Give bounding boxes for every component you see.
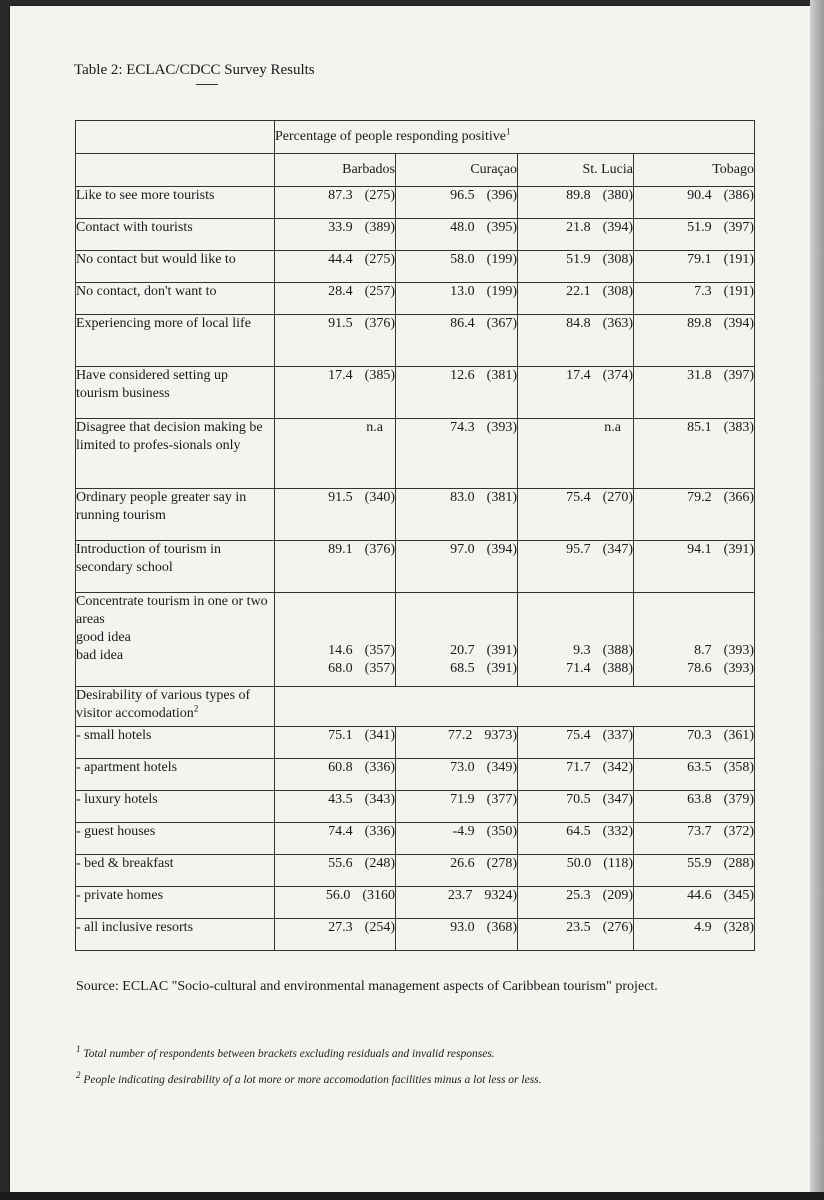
value-cell: [275, 367, 396, 419]
row-label: Disagree that decision making be limited to profes-sionals only: [76, 419, 275, 489]
value-cell: [396, 315, 518, 367]
percent-value: 44.4: [328, 252, 353, 267]
table-row-concentrate: [76, 593, 755, 687]
concentrate-label: Concentrate tourism in one or two areas: [76, 594, 268, 627]
respondent-count: (357): [364, 643, 395, 658]
value-cell: [634, 489, 755, 541]
row-label: Have considered setting up tourism business: [76, 367, 275, 419]
value-cell: [396, 823, 518, 855]
value-cell: [634, 727, 755, 759]
respondent-count: (376): [364, 316, 395, 331]
percent-value: 51.9: [566, 252, 591, 267]
scan-edge-right: [810, 0, 824, 1200]
value-cell: [518, 251, 634, 283]
respondent-count: (388): [602, 661, 633, 676]
value-cell: [275, 219, 396, 251]
value-cell: [275, 419, 396, 489]
percent-value: 55.9: [687, 856, 712, 871]
value-cell: [634, 315, 755, 367]
percent-value: 26.6: [450, 856, 475, 871]
row-label: No contact, don't want to: [76, 283, 275, 315]
respondent-count: (199): [486, 252, 517, 267]
header-group-label: Percentage of people responding positive$^1$: [275, 121, 755, 154]
respondent-count: (394): [486, 542, 517, 557]
respondent-count: (347): [602, 792, 633, 807]
respondent-count: (257): [364, 284, 395, 299]
percent-value: 17.4: [328, 368, 353, 383]
respondent-count: (374): [602, 368, 633, 383]
percent-value: 23.7: [447, 888, 473, 903]
table-row: [76, 419, 755, 489]
value-cell: [518, 791, 634, 823]
value-cell: [634, 219, 755, 251]
percent-value: 71.9: [450, 792, 475, 807]
respondent-count: (278): [486, 856, 517, 871]
percent-value: 79.1: [687, 252, 712, 267]
value-cell: [634, 541, 755, 593]
percent-value: 83.0: [450, 490, 475, 505]
respondent-count: (397): [723, 220, 754, 235]
value-cell: [396, 187, 518, 219]
percent-value: n.a: [604, 420, 621, 435]
value-cell: [275, 919, 396, 951]
respondent-count: (385): [364, 368, 395, 383]
percent-value: 97.0: [450, 542, 475, 557]
percent-value: 20.7: [450, 643, 475, 658]
value-cell: [518, 489, 634, 541]
percent-value: -4.9: [452, 824, 475, 839]
value-cell: [275, 791, 396, 823]
table-row: [76, 367, 755, 419]
table-row: [76, 919, 755, 951]
header-empty-cell: [76, 121, 275, 154]
value-cell: [518, 887, 634, 919]
respondent-count: (388): [602, 643, 633, 658]
table-row: [76, 887, 755, 919]
respondent-count: (381): [486, 368, 517, 383]
value-cell: [396, 727, 518, 759]
percent-value: 74.4: [328, 824, 353, 839]
value-cell: [275, 855, 396, 887]
survey-table: [75, 120, 755, 951]
table-row: [76, 489, 755, 541]
respondent-count: (336): [364, 760, 395, 775]
percent-value: 91.5: [328, 490, 353, 505]
percent-value: 7.3: [694, 284, 712, 299]
percent-value: 63.5: [687, 760, 712, 775]
percent-value: 9.3: [573, 643, 591, 658]
percent-value: 48.0: [450, 220, 475, 235]
table-row: [76, 187, 755, 219]
value-cell: [396, 489, 518, 541]
value-cell: [275, 727, 396, 759]
row-label: [76, 593, 275, 687]
respondent-count: (395): [486, 220, 517, 235]
respondent-count: (248): [364, 856, 395, 871]
respondent-count: (393): [486, 420, 517, 435]
percent-value: 28.4: [328, 284, 353, 299]
respondent-count: (308): [602, 252, 633, 267]
column-header-tobago: Tobago: [634, 154, 755, 187]
sub-label-bad: bad idea: [76, 648, 124, 663]
respondent-count: (397): [723, 368, 754, 383]
respondent-count: (209): [602, 888, 633, 903]
respondent-count: (389): [364, 220, 395, 235]
value-cell: [275, 593, 396, 687]
respondent-count: (349): [486, 760, 517, 775]
row-label: Ordinary people greater say in running tourism: [76, 489, 275, 541]
value-cell: [518, 727, 634, 759]
row-label: - apartment hotels: [76, 759, 275, 791]
respondent-count: (363): [602, 316, 633, 331]
table-row: [76, 541, 755, 593]
respondent-count: (276): [602, 920, 633, 935]
respondent-count: (376): [364, 542, 395, 557]
value-cell: [518, 283, 634, 315]
value-cell: [396, 593, 518, 687]
percent-value: 73.7: [687, 824, 712, 839]
value-cell: [275, 187, 396, 219]
value-cell: [396, 367, 518, 419]
value-cell: [396, 791, 518, 823]
respondent-count: 9373): [484, 728, 517, 743]
respondent-count: (342): [602, 760, 633, 775]
footnote-2: $^2$ People indicating desirability of a lot more or more accomodation facilities minus a lot less or less.: [76, 1070, 542, 1086]
value-cell: [634, 187, 755, 219]
percent-value: 23.5: [566, 920, 591, 935]
respondent-count: (391): [486, 643, 517, 658]
value-cell: [518, 419, 634, 489]
table-title: Table 2: ECLAC/CDCC Survey Results: [74, 62, 315, 78]
value-cell: [275, 489, 396, 541]
percent-value: 84.8: [566, 316, 591, 331]
row-label: - all inclusive resorts: [76, 919, 275, 951]
empty-merged-cell: [275, 687, 755, 727]
value-cell: [275, 315, 396, 367]
respondent-count: (332): [602, 824, 633, 839]
percent-value: 70.3: [687, 728, 712, 743]
respondent-count: (377): [486, 792, 517, 807]
percent-value: 89.8: [687, 316, 712, 331]
column-header-st-lucia: St. Lucia: [518, 154, 634, 187]
respondent-count: (358): [723, 760, 754, 775]
respondent-count: (386): [723, 188, 754, 203]
value-cell: [396, 759, 518, 791]
source-note: Source: ECLAC "Socio-cultural and environmental management aspects of Caribbean tourism" project.: [76, 979, 658, 994]
value-cell: [396, 219, 518, 251]
percent-value: 13.0: [450, 284, 475, 299]
percent-value: 95.7: [566, 542, 591, 557]
percent-value: 73.0: [450, 760, 475, 775]
row-label: - private homes: [76, 887, 275, 919]
respondent-count: (357): [364, 661, 395, 676]
percent-value: 27.3: [328, 920, 353, 935]
value-cell: [634, 919, 755, 951]
header-group-row: [76, 121, 755, 154]
value-cell: [518, 315, 634, 367]
percent-value: 60.8: [328, 760, 353, 775]
table-row: [76, 791, 755, 823]
percent-value: 8.7: [694, 643, 712, 658]
sub-label-good: good idea: [76, 630, 131, 645]
respondent-count: (328): [723, 920, 754, 935]
respondent-count: (391): [486, 661, 517, 676]
percent-value: 17.4: [566, 368, 591, 383]
value-cell: [634, 367, 755, 419]
header-country-row: [76, 154, 755, 187]
respondent-count: (254): [364, 920, 395, 935]
value-cell: [518, 541, 634, 593]
row-label: - guest houses: [76, 823, 275, 855]
row-label: No contact but would like to: [76, 251, 275, 283]
respondent-count: (275): [364, 252, 395, 267]
respondent-count: (366): [723, 490, 754, 505]
row-label: - small hotels: [76, 727, 275, 759]
respondent-count: (372): [723, 824, 754, 839]
value-cell: [396, 251, 518, 283]
respondent-count: (350): [486, 824, 517, 839]
respondent-count: (340): [364, 490, 395, 505]
percent-value: 87.3: [328, 188, 353, 203]
row-label: Introduction of tourism in secondary school: [76, 541, 275, 593]
table-row: [76, 251, 755, 283]
value-cell: [634, 823, 755, 855]
value-cell: [396, 419, 518, 489]
row-label: Contact with tourists: [76, 219, 275, 251]
percent-value: 22.1: [566, 284, 591, 299]
percent-value: 74.3: [450, 420, 475, 435]
footnote-1: $^1$ Total number of respondents between brackets excluding residuals and invalid responses.: [76, 1044, 495, 1060]
table-row: [76, 315, 755, 367]
value-cell: [275, 283, 396, 315]
value-cell: [275, 251, 396, 283]
percent-value: 63.8: [687, 792, 712, 807]
row-label: - bed & breakfast: [76, 855, 275, 887]
respondent-count: (368): [486, 920, 517, 935]
value-cell: [634, 855, 755, 887]
value-cell: [396, 855, 518, 887]
percent-value: 68.0: [328, 661, 353, 676]
percent-value: 56.0: [325, 888, 351, 903]
respondent-count: (288): [723, 856, 754, 871]
percent-value: 86.4: [450, 316, 475, 331]
percent-value: n.a: [366, 420, 383, 435]
value-cell: [396, 887, 518, 919]
value-cell: [518, 367, 634, 419]
respondent-count: (343): [364, 792, 395, 807]
respondent-count: (379): [723, 792, 754, 807]
percent-value: 94.1: [687, 542, 712, 557]
value-cell: [396, 919, 518, 951]
percent-value: 64.5: [566, 824, 591, 839]
percent-value: 75.4: [566, 728, 591, 743]
table-row: [76, 219, 755, 251]
value-cell: [518, 823, 634, 855]
percent-value: 12.6: [450, 368, 475, 383]
percent-value: 43.5: [328, 792, 353, 807]
respondent-count: (3160: [362, 888, 395, 903]
percent-value: 44.6: [687, 888, 712, 903]
respondent-count: (394): [723, 316, 754, 331]
table-row: [76, 727, 755, 759]
row-label: Desirability of various types of visitor accomodation$^2$: [76, 687, 275, 727]
respondent-count: (118): [603, 856, 633, 871]
percent-value: 90.4: [687, 188, 712, 203]
table-row: [76, 759, 755, 791]
respondent-count: (336): [364, 824, 395, 839]
percent-value: 68.5: [450, 661, 475, 676]
percent-value: 96.5: [450, 188, 475, 203]
table-row: [76, 283, 755, 315]
percent-value: 75.4: [566, 490, 591, 505]
percent-value: 4.9: [694, 920, 712, 935]
scan-edge-bottom: [0, 1192, 824, 1200]
respondent-count: (341): [364, 728, 395, 743]
respondent-count: (191): [723, 252, 754, 267]
percent-value: 93.0: [450, 920, 475, 935]
percent-value: 33.9: [328, 220, 353, 235]
value-cell: [518, 219, 634, 251]
percent-value: 78.6: [687, 661, 712, 676]
value-cell: [275, 887, 396, 919]
respondent-count: (275): [364, 188, 395, 203]
percent-value: 75.1: [328, 728, 353, 743]
percent-value: 50.0: [566, 856, 592, 871]
respondent-count: (367): [486, 316, 517, 331]
respondent-count: (394): [602, 220, 633, 235]
percent-value: 89.8: [566, 188, 591, 203]
respondent-count: (380): [602, 188, 633, 203]
value-cell: [275, 541, 396, 593]
value-cell: [634, 759, 755, 791]
percent-value: 77.2: [447, 728, 473, 743]
percent-value: 70.5: [566, 792, 591, 807]
row-label: Experiencing more of local life: [76, 315, 275, 367]
respondent-count: (308): [602, 284, 633, 299]
respondent-count: (191): [723, 284, 754, 299]
percent-value: 89.1: [328, 542, 353, 557]
respondent-count: (393): [723, 643, 754, 658]
value-cell: [634, 887, 755, 919]
respondent-count: (391): [723, 542, 754, 557]
respondent-count: (381): [486, 490, 517, 505]
respondent-count: (345): [723, 888, 754, 903]
percent-value: 51.9: [687, 220, 712, 235]
percent-value: 31.8: [687, 368, 712, 383]
percent-value: 21.8: [566, 220, 591, 235]
percent-value: 25.3: [566, 888, 591, 903]
respondent-count: (361): [723, 728, 754, 743]
respondent-count: (199): [486, 284, 517, 299]
column-header-barbados: Barbados: [275, 154, 396, 187]
percent-value: 91.5: [328, 316, 353, 331]
respondent-count: (270): [602, 490, 633, 505]
value-cell: [634, 419, 755, 489]
header-empty-cell: [76, 154, 275, 187]
respondent-count: (383): [723, 420, 754, 435]
table-row: [76, 855, 755, 887]
percent-value: 14.6: [328, 643, 353, 658]
value-cell: [518, 593, 634, 687]
percent-value: 71.4: [566, 661, 591, 676]
percent-value: 58.0: [450, 252, 475, 267]
value-cell: [634, 251, 755, 283]
percent-value: 85.1: [687, 420, 712, 435]
row-label: Like to see more tourists: [76, 187, 275, 219]
respondent-count: (396): [486, 188, 517, 203]
value-cell: [518, 919, 634, 951]
percent-value: 55.6: [328, 856, 353, 871]
table-row-accommodation-header: [76, 687, 755, 727]
value-cell: [518, 759, 634, 791]
percent-value: 71.7: [566, 760, 591, 775]
column-header-curacao: Curaçao: [396, 154, 518, 187]
respondent-count: (347): [602, 542, 633, 557]
percent-value: 79.2: [687, 490, 712, 505]
value-cell: [518, 187, 634, 219]
title-pen-mark: [196, 84, 218, 85]
row-label: - luxury hotels: [76, 791, 275, 823]
respondent-count: 9324): [484, 888, 517, 903]
value-cell: [275, 759, 396, 791]
respondent-count: (393): [723, 661, 754, 676]
value-cell: [275, 823, 396, 855]
value-cell: [634, 283, 755, 315]
respondent-count: (337): [602, 728, 633, 743]
value-cell: [634, 791, 755, 823]
value-cell: [396, 283, 518, 315]
value-cell: [634, 593, 755, 687]
value-cell: [518, 855, 634, 887]
table-row: [76, 823, 755, 855]
value-cell: [396, 541, 518, 593]
